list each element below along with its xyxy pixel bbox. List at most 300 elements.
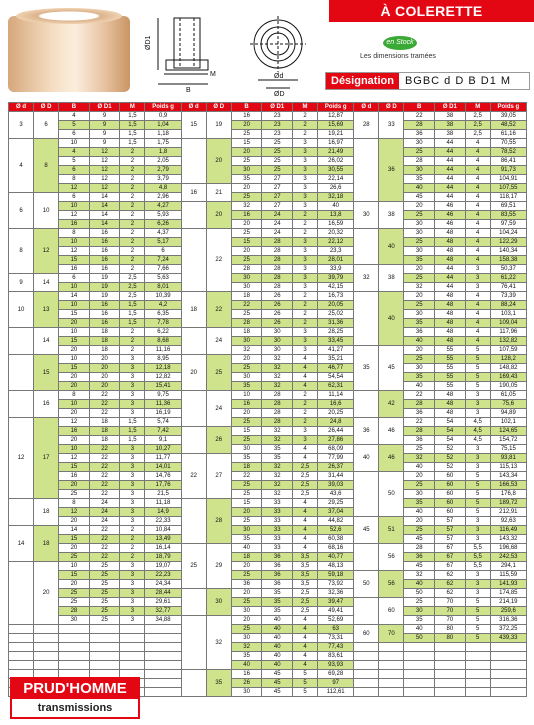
- value-cell: 20: [231, 616, 262, 625]
- value-cell: 40: [404, 382, 435, 391]
- value-cell: 20: [231, 121, 262, 130]
- value-cell: 48: [435, 337, 466, 346]
- value-cell: 196,68: [490, 544, 526, 553]
- value-cell: 44: [435, 274, 466, 283]
- value-cell: 2: [120, 148, 145, 157]
- value-cell: 3: [293, 256, 318, 265]
- value-cell: 9: [89, 112, 120, 121]
- value-cell: 40: [262, 616, 293, 625]
- value-cell: 19,21: [318, 130, 354, 139]
- outer-D-cell: 20: [34, 562, 59, 625]
- value-cell: 6: [59, 274, 90, 283]
- value-cell: 62: [435, 580, 466, 589]
- value-cell: 25: [231, 436, 262, 445]
- value-cell: 16,73: [318, 292, 354, 301]
- outer-D-cell: 29: [206, 544, 231, 589]
- value-cell: 62,31: [318, 382, 354, 391]
- value-cell: 4: [465, 202, 490, 211]
- bore-d-cell: 60: [354, 625, 379, 643]
- value-cell: 3: [120, 589, 145, 598]
- value-cell: 69,28: [318, 670, 354, 679]
- value-cell: 62: [435, 589, 466, 598]
- value-cell: 4: [293, 616, 318, 625]
- table-row: [9, 607, 527, 616]
- value-cell: 4: [293, 634, 318, 643]
- empty-cell: [354, 679, 379, 688]
- value-cell: 18: [231, 292, 262, 301]
- value-cell: 3: [293, 139, 318, 148]
- value-cell: 5: [465, 598, 490, 607]
- value-cell: 10,84: [145, 526, 181, 535]
- value-cell: 15: [59, 364, 90, 373]
- value-cell: 40: [404, 184, 435, 193]
- value-cell: 6: [145, 247, 181, 256]
- outer-D-cell: 35: [206, 670, 231, 697]
- value-cell: 44,82: [318, 517, 354, 526]
- value-cell: 372,25: [490, 625, 526, 634]
- value-cell: 4: [465, 193, 490, 202]
- value-cell: 2,5: [465, 121, 490, 130]
- value-cell: 24,34: [145, 580, 181, 589]
- value-cell: 57: [435, 517, 466, 526]
- empty-cell: [435, 652, 466, 661]
- bore-d-cell: [181, 202, 206, 229]
- value-cell: 14: [89, 193, 120, 202]
- value-cell: 25: [231, 229, 262, 238]
- value-cell: 40: [262, 634, 293, 643]
- value-cell: 24: [262, 220, 293, 229]
- value-cell: 10: [59, 238, 90, 247]
- value-cell: 57: [435, 535, 466, 544]
- value-cell: 44: [435, 166, 466, 175]
- empty-cell: [465, 643, 490, 652]
- value-cell: 33: [262, 544, 293, 553]
- value-cell: 4,8: [145, 184, 181, 193]
- bore-d-cell: [9, 391, 34, 418]
- outer-D-cell: 27: [206, 454, 231, 499]
- value-cell: 4: [293, 373, 318, 382]
- value-cell: 16: [231, 670, 262, 679]
- value-cell: 30: [231, 166, 262, 175]
- value-cell: 2: [293, 112, 318, 121]
- value-cell: 16: [59, 427, 90, 436]
- value-cell: 3: [465, 463, 490, 472]
- empty-cell: [379, 679, 404, 688]
- value-cell: 112,61: [318, 688, 354, 697]
- value-cell: 0,9: [145, 112, 181, 121]
- value-cell: 35: [262, 589, 293, 598]
- value-cell: 25: [231, 598, 262, 607]
- value-cell: 16: [59, 472, 90, 481]
- value-cell: 35: [231, 454, 262, 463]
- designation-box: [325, 72, 530, 90]
- outer-D-cell: 14: [34, 328, 59, 355]
- value-cell: 36: [231, 580, 262, 589]
- table-row: [9, 211, 527, 220]
- empty-cell: [145, 625, 181, 634]
- value-cell: 3: [293, 202, 318, 211]
- value-cell: 10: [59, 355, 90, 364]
- value-cell: 2: [120, 544, 145, 553]
- value-cell: 55: [435, 373, 466, 382]
- empty-cell: [354, 661, 379, 670]
- value-cell: 30: [404, 139, 435, 148]
- value-cell: 5,93: [145, 211, 181, 220]
- value-cell: 22: [89, 535, 120, 544]
- empty-cell: [435, 670, 466, 679]
- table-row: [9, 517, 527, 526]
- value-cell: 32,77: [145, 607, 181, 616]
- value-cell: 21,49: [318, 148, 354, 157]
- empty-cell: [354, 670, 379, 679]
- outer-D-cell: 18: [34, 499, 59, 526]
- value-cell: 2: [293, 229, 318, 238]
- value-cell: 3: [120, 580, 145, 589]
- value-cell: 2,5: [465, 112, 490, 121]
- value-cell: 4: [293, 625, 318, 634]
- bore-d-cell: 40: [354, 445, 379, 472]
- value-cell: 18: [89, 346, 120, 355]
- value-cell: 32: [404, 571, 435, 580]
- value-cell: 2,5: [120, 274, 145, 283]
- value-cell: 32: [262, 382, 293, 391]
- bore-d-cell: 32: [354, 265, 379, 292]
- column-header: Ø D1: [262, 103, 293, 112]
- outer-D-cell: 12: [34, 229, 59, 274]
- value-cell: 18: [89, 337, 120, 346]
- value-cell: 1,5: [120, 121, 145, 130]
- empty-cell: [120, 652, 145, 661]
- dimension-table: [8, 102, 526, 722]
- value-cell: 5: [465, 508, 490, 517]
- value-cell: 42,15: [318, 283, 354, 292]
- value-cell: 3: [120, 571, 145, 580]
- empty-cell: [89, 634, 120, 643]
- value-cell: 10: [59, 328, 90, 337]
- value-cell: 94,89: [490, 409, 526, 418]
- value-cell: 54,54: [318, 373, 354, 382]
- value-cell: 48: [435, 310, 466, 319]
- value-cell: 166,53: [490, 481, 526, 490]
- value-cell: 3: [293, 337, 318, 346]
- empty-cell: [404, 670, 435, 679]
- value-cell: 69,51: [490, 202, 526, 211]
- table-row: [9, 571, 527, 580]
- empty-cell: [34, 661, 59, 670]
- value-cell: 30: [404, 364, 435, 373]
- outer-D-cell: 70: [379, 625, 404, 643]
- value-cell: 32: [262, 364, 293, 373]
- value-cell: 35: [404, 175, 435, 184]
- value-cell: 67: [435, 544, 466, 553]
- value-cell: 55: [435, 364, 466, 373]
- value-cell: 44: [435, 148, 466, 157]
- value-cell: 20: [404, 265, 435, 274]
- value-cell: 1,04: [145, 121, 181, 130]
- value-cell: 4: [293, 652, 318, 661]
- value-cell: 103,1: [490, 310, 526, 319]
- value-cell: 39,79: [318, 274, 354, 283]
- value-cell: 11,16: [145, 346, 181, 355]
- value-cell: 22: [404, 112, 435, 121]
- value-cell: 3: [120, 391, 145, 400]
- value-cell: 3: [293, 427, 318, 436]
- empty-cell: [354, 652, 379, 661]
- value-cell: 2,5: [293, 589, 318, 598]
- value-cell: 3: [120, 490, 145, 499]
- value-cell: 16: [231, 112, 262, 121]
- value-cell: 16: [89, 229, 120, 238]
- value-cell: 1,8: [145, 148, 181, 157]
- table-row: [9, 418, 527, 427]
- value-cell: 40: [404, 508, 435, 517]
- value-cell: 1,5: [120, 130, 145, 139]
- value-cell: 27: [262, 184, 293, 193]
- value-cell: 38: [435, 130, 466, 139]
- value-cell: 32: [404, 454, 435, 463]
- value-cell: 25: [231, 625, 262, 634]
- value-cell: 1,5: [120, 319, 145, 328]
- value-cell: 3: [465, 454, 490, 463]
- value-cell: 48: [435, 256, 466, 265]
- empty-cell: [145, 634, 181, 643]
- value-cell: 9: [89, 130, 120, 139]
- value-cell: 3: [120, 409, 145, 418]
- value-cell: 2: [293, 319, 318, 328]
- empty-cell: [490, 643, 526, 652]
- value-cell: 16: [89, 310, 120, 319]
- value-cell: 34,88: [145, 616, 181, 625]
- value-cell: 11,77: [145, 454, 181, 463]
- value-cell: 4: [293, 445, 318, 454]
- bore-d-cell: [354, 598, 379, 625]
- value-cell: 25: [231, 490, 262, 499]
- value-cell: 4,27: [145, 202, 181, 211]
- table-row: [9, 121, 527, 130]
- value-cell: 2: [120, 175, 145, 184]
- value-cell: 37,04: [318, 508, 354, 517]
- column-header: M: [120, 103, 145, 112]
- value-cell: 80: [435, 625, 466, 634]
- value-cell: 3: [465, 589, 490, 598]
- value-cell: 3: [293, 166, 318, 175]
- empty-cell: [89, 652, 120, 661]
- value-cell: 30: [231, 688, 262, 697]
- dim-label-D: ØD: [274, 91, 285, 96]
- value-cell: 40: [262, 661, 293, 670]
- value-cell: 20: [59, 517, 90, 526]
- empty-cell: [379, 661, 404, 670]
- value-cell: 23: [262, 130, 293, 139]
- bore-d-cell: [9, 328, 34, 355]
- value-cell: 20: [231, 562, 262, 571]
- value-cell: 4: [465, 328, 490, 337]
- value-cell: 102,1: [490, 418, 526, 427]
- empty-cell: [59, 661, 90, 670]
- empty-cell: [465, 652, 490, 661]
- value-cell: 50: [404, 634, 435, 643]
- value-cell: 86,41: [490, 157, 526, 166]
- empty-cell: [9, 652, 34, 661]
- value-cell: 26,6: [318, 184, 354, 193]
- value-cell: 15: [59, 571, 90, 580]
- value-cell: 20: [231, 148, 262, 157]
- value-cell: 22: [89, 454, 120, 463]
- value-cell: 25: [404, 445, 435, 454]
- value-cell: 36: [262, 562, 293, 571]
- value-cell: 8: [59, 229, 90, 238]
- value-cell: 3: [293, 238, 318, 247]
- value-cell: 2,5: [293, 481, 318, 490]
- value-cell: 45: [404, 535, 435, 544]
- outer-D-cell: 14: [34, 274, 59, 292]
- value-cell: 4: [465, 166, 490, 175]
- outer-D-cell: 40: [379, 229, 404, 265]
- value-cell: 26,02: [318, 157, 354, 166]
- value-cell: 54: [435, 436, 466, 445]
- outer-D-cell: 40: [379, 292, 404, 346]
- column-header: Ø d: [354, 103, 379, 112]
- empty-cell: [145, 652, 181, 661]
- value-cell: 2: [293, 121, 318, 130]
- value-cell: 3: [465, 274, 490, 283]
- value-cell: 4,37: [145, 229, 181, 238]
- value-cell: 62: [435, 571, 466, 580]
- value-cell: 19: [89, 283, 120, 292]
- value-cell: 33: [262, 508, 293, 517]
- empty-cell: [435, 661, 466, 670]
- value-cell: 5,5: [465, 553, 490, 562]
- value-cell: 25: [262, 157, 293, 166]
- value-cell: 30: [231, 526, 262, 535]
- value-cell: 1,5: [120, 418, 145, 427]
- value-cell: 22: [404, 418, 435, 427]
- bore-d-cell: 18: [181, 292, 206, 328]
- value-cell: 4,5: [465, 436, 490, 445]
- value-cell: 2,5: [465, 130, 490, 139]
- value-cell: 70: [435, 616, 466, 625]
- value-cell: 6,26: [145, 220, 181, 229]
- value-cell: 2: [120, 229, 145, 238]
- value-cell: 20: [231, 184, 262, 193]
- banner-title: À COLERETTE: [329, 0, 534, 22]
- value-cell: 22: [89, 409, 120, 418]
- value-cell: 15: [59, 310, 90, 319]
- value-cell: 2,05: [145, 157, 181, 166]
- dim-label-D1: ØD1: [145, 35, 152, 50]
- value-cell: 59,18: [318, 571, 354, 580]
- outer-D-cell: 10: [34, 193, 59, 229]
- empty-cell: [490, 652, 526, 661]
- outer-D-cell: 24: [206, 328, 231, 355]
- bore-d-cell: [9, 562, 34, 625]
- bore-d-cell: [181, 229, 206, 292]
- value-cell: 68,09: [318, 445, 354, 454]
- value-cell: 115,13: [490, 463, 526, 472]
- empty-cell: [379, 643, 404, 652]
- value-cell: 40: [262, 625, 293, 634]
- outer-D-cell: 38: [379, 265, 404, 292]
- value-cell: 3: [293, 247, 318, 256]
- value-cell: 12: [89, 166, 120, 175]
- value-cell: 33: [262, 535, 293, 544]
- value-cell: 26: [262, 301, 293, 310]
- value-cell: 21,5: [145, 490, 181, 499]
- table-row: [9, 445, 527, 454]
- bore-d-cell: 15: [181, 112, 206, 139]
- value-cell: 19,07: [145, 562, 181, 571]
- value-cell: 1,18: [145, 130, 181, 139]
- value-cell: 10: [59, 400, 90, 409]
- value-cell: 25: [231, 517, 262, 526]
- value-cell: 46,77: [318, 364, 354, 373]
- value-cell: 5: [465, 616, 490, 625]
- empty-cell: [490, 661, 526, 670]
- value-cell: 10: [59, 202, 90, 211]
- value-cell: 12: [89, 157, 120, 166]
- value-cell: 14: [59, 526, 90, 535]
- column-header: Ø d: [9, 103, 34, 112]
- table-row: [9, 175, 527, 184]
- value-cell: 15: [231, 499, 262, 508]
- value-cell: 4,5: [465, 418, 490, 427]
- value-cell: 4: [465, 220, 490, 229]
- value-cell: 60: [435, 499, 466, 508]
- value-cell: 2: [293, 130, 318, 139]
- value-cell: 30: [231, 607, 262, 616]
- empty-cell: [145, 643, 181, 652]
- value-cell: 35: [262, 598, 293, 607]
- value-cell: 32: [262, 463, 293, 472]
- bore-d-cell: 10: [9, 292, 34, 328]
- value-cell: 55: [435, 346, 466, 355]
- value-cell: 4: [465, 184, 490, 193]
- value-cell: 49,41: [318, 607, 354, 616]
- value-cell: 32,36: [318, 589, 354, 598]
- value-cell: 54: [435, 427, 466, 436]
- bore-d-cell: 28: [354, 112, 379, 139]
- value-cell: 5,63: [145, 274, 181, 283]
- table-row: [9, 535, 527, 544]
- value-cell: 8,01: [145, 283, 181, 292]
- outer-D-cell: 16: [34, 391, 59, 418]
- value-cell: 45: [404, 562, 435, 571]
- table-row: [9, 580, 527, 589]
- value-cell: 22: [89, 463, 120, 472]
- value-cell: 1,5: [120, 301, 145, 310]
- value-cell: 143,34: [490, 472, 526, 481]
- bore-d-cell: [181, 616, 206, 670]
- empty-cell: [379, 688, 404, 697]
- value-cell: 25: [262, 166, 293, 175]
- value-cell: 43,6: [318, 490, 354, 499]
- value-cell: 3: [465, 571, 490, 580]
- value-cell: 26: [262, 292, 293, 301]
- value-cell: 48: [435, 247, 466, 256]
- value-cell: 61,16: [490, 130, 526, 139]
- value-cell: 15: [59, 463, 90, 472]
- value-cell: 18,79: [145, 553, 181, 562]
- column-header: M: [465, 103, 490, 112]
- value-cell: 22: [89, 445, 120, 454]
- value-cell: 189,72: [490, 499, 526, 508]
- value-cell: 16: [59, 220, 90, 229]
- value-cell: 75,15: [490, 445, 526, 454]
- outer-D-cell: 22: [206, 292, 231, 328]
- value-cell: 3: [120, 472, 145, 481]
- value-cell: 141,93: [490, 580, 526, 589]
- value-cell: 35: [404, 256, 435, 265]
